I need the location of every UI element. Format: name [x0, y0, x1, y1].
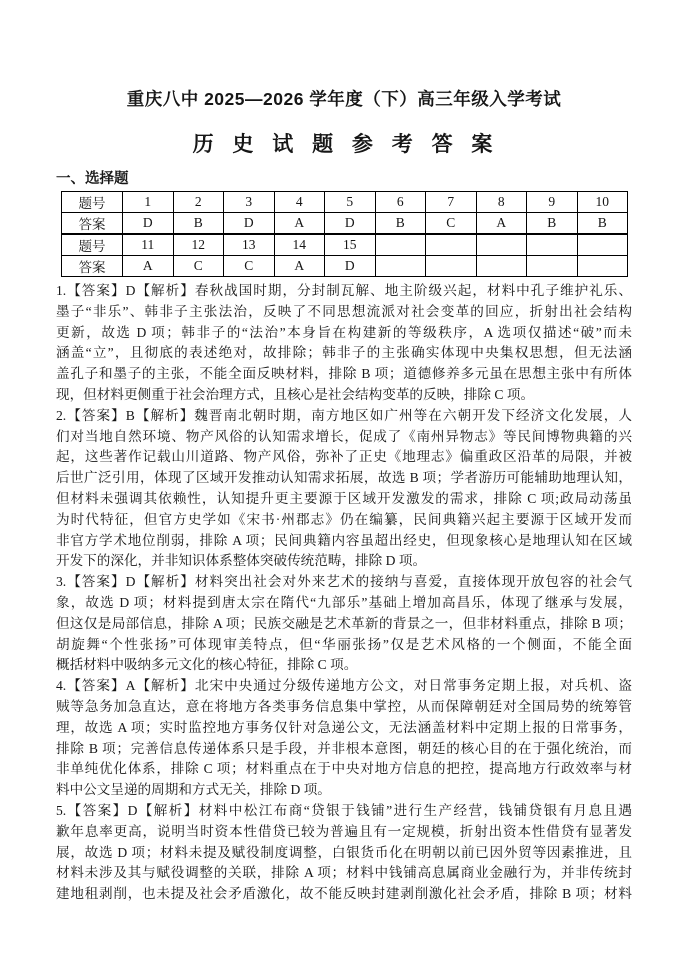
page-title: 重庆八中 2025—2026 学年度（下）高三年级入学考试 — [126, 89, 562, 109]
answer-table-cell: C — [426, 213, 477, 235]
explanation-line: 2.【答案】B【解析】魏晋南北朝时期，南方地区如广州等在六朝开发下经济文化发展，人 — [56, 407, 632, 423]
explanation-line: 歉年息率更高，说明当时资本性借贷已较为普遍且有一定规模，折射出资本性借贷有显著发 — [56, 823, 632, 839]
answer-table-cell: 5 — [325, 192, 376, 213]
explanation-paragraph — [56, 406, 632, 572]
explanation-line: 后世广泛引用，体现了区域开发推动认知需求拓展，故选 B 项；学者游历可能辅助地理认知， — [56, 470, 632, 486]
answer-table-cell: 12 — [173, 234, 224, 256]
answer-table-cell: 1 — [123, 192, 174, 213]
answer-table-row-header: 答案 — [62, 256, 123, 277]
explanation-line: 们对当地自然环境、物产风俗的认知需求增长，促成了《南州异物志》等民间博物典籍的兴 — [56, 428, 632, 444]
explanation-line: 盖孔子和墨子的主张，不能全面反映材料，排除 B 项；道德修养多元虽在思想主张中有所体 — [56, 366, 632, 382]
explanation-line: 理，故选 A 项；实时监控地方事务仅针对急递公文，无法涵盖材料中定期上报的日常事务， — [56, 719, 632, 735]
explanation-line: 起，这些著作记载山川道路、物产风俗，弥补了正史《地理志》偏重政区沿革的局限，并被 — [56, 449, 632, 465]
explanation-line: 现，但材料更侧重于社会治理方式，且核心是社会结构变革的反映，排除 C 项。 — [56, 386, 535, 402]
answer-table-row-header: 题号 — [62, 192, 123, 213]
answer-table-cell: A — [476, 213, 527, 235]
answer-table-cell: 15 — [325, 234, 376, 256]
answer-table-cell: 11 — [123, 234, 174, 256]
explanation-line: 展，故选 D 项；材料未提及赋役制度调整，白银货币化在明朝以前已因外贸等因素推进，且 — [56, 844, 632, 860]
explanation-line: 墨子“非乐”、韩非子主张法治，反映了不同思想流派对社会变革的回应，折射出社会结构 — [56, 303, 632, 319]
answer-table-cell — [476, 234, 527, 256]
answer-table-row — [62, 256, 628, 277]
answer-table-cell: B — [375, 213, 426, 235]
explanation-line: 涵盖“立”，且彻底的表述绝对，故排除；韩非子的主张确实体现中央集权思想，但无法涵 — [56, 345, 632, 361]
explanation-line: 贼等急务加急直达，意在将地方各类事务信息集中掌控，从而保障朝廷对全国局势的统筹管 — [56, 698, 632, 714]
answer-table-row — [62, 234, 628, 256]
answer-table-cell: 7 — [426, 192, 477, 213]
answer-table-cell: A — [274, 256, 325, 277]
answer-table-cell: A — [123, 256, 174, 277]
page-subtitle: 历 史 试 题 参 考 答 案 — [192, 133, 496, 156]
answer-table-cell: D — [123, 213, 174, 235]
answer-table-cell — [577, 234, 628, 256]
answer-table-cell — [375, 234, 426, 256]
explanation-line: 材料未涉及其与赋役调整的关联，排除 A 项；材料中钱铺高息属商业金融行为，并非传统封 — [56, 865, 632, 881]
answer-table-cell — [577, 256, 628, 277]
answer-table-cell: B — [577, 213, 628, 235]
explanation-line: 料中公文呈递的周期和方式无关，排除 D 项。 — [56, 782, 331, 798]
answer-table-cell: A — [274, 213, 325, 235]
answer-table-cell: 13 — [224, 234, 275, 256]
answer-table-cell — [426, 256, 477, 277]
answer-table-cell: C — [224, 256, 275, 277]
explanation-line: 非单纯优化体系，排除 C 项；材料重点在于中央对地方信息的把控，提高地方行政效率与材 — [56, 761, 632, 777]
answer-table-cell — [426, 234, 477, 256]
answer-table-row — [62, 213, 628, 235]
explanation-line: 非官方学术地位削弱，排除 A 项；民间典籍内容虽超出经史，但现象核心是地理认知在区域 — [56, 532, 632, 548]
answer-table-cell: B — [527, 213, 578, 235]
answer-table-cell: C — [173, 256, 224, 277]
explanation-line: 1.【答案】D【解析】春秋战国时期，分封制瓦解、地主阶级兴起，材料中孔子维护礼乐、 — [56, 283, 632, 298]
explanation-paragraph — [56, 676, 632, 801]
answer-table-cell: 14 — [274, 234, 325, 256]
answer-table-row-header: 题号 — [62, 234, 123, 256]
answer-table-cell: 3 — [224, 192, 275, 213]
answer-table-cell: 10 — [577, 192, 628, 213]
answer-table-cell: D — [325, 213, 376, 235]
explanation-line: 开发下的深化，并非知识体系整体突破传统范畴，排除 D 项。 — [56, 553, 427, 569]
answer-table-row — [62, 192, 628, 213]
explanation-line: 胡旋舞“个性张扬”可体现审美特点，但“华丽张扬”仅是艺术风格的一个侧面，不能全面 — [56, 636, 632, 652]
explanation-line: 建地租剥削，也未提及社会矛盾激化，故不能反映封建剥削激化社会矛盾，排除 B 项；材料 — [56, 886, 632, 902]
answer-table-cell — [527, 234, 578, 256]
answer-table-cell: D — [325, 256, 376, 277]
answer-table — [61, 191, 628, 277]
section-heading-multiple-choice: 一、选择题 — [56, 171, 129, 187]
explanation-line: 3.【答案】D【解析】材料突出社会对外来艺术的接纳与喜爱，直接体现开放包容的社会气 — [56, 574, 632, 590]
answer-table-cell — [375, 256, 426, 277]
answer-table-cell: 2 — [173, 192, 224, 213]
answer-table-cell — [476, 256, 527, 277]
answer-table-cell — [527, 256, 578, 277]
answer-table-row-header: 答案 — [62, 213, 123, 235]
explanation-line: 更新，故选 D 项；韩非子的“法治”本身旨在构建新的等级秩序，A 选项仅描述“破”而未 — [56, 324, 632, 340]
explanation-line: 4.【答案】A【解析】北宋中央通过分级传递地方公文，对日常事务定期上报，对兵机、盗 — [56, 678, 632, 694]
explanation-paragraph — [56, 572, 632, 676]
explanation-line: 5.【答案】D【解析】材料中松江布商“贷银于钱铺”进行生产经营，钱铺贷银有月息且遇 — [56, 802, 632, 818]
answer-table-cell: B — [173, 213, 224, 235]
answer-table-cell: D — [224, 213, 275, 235]
explanation-line: 排除 B 项；完善信息传递体系只是手段，并非根本意图，朝廷的核心目的在于强化统治，而 — [56, 740, 632, 756]
answer-table-cell: 9 — [527, 192, 578, 213]
answer-table-cell: 4 — [274, 192, 325, 213]
explanation-line: 为时代特征，但官方史学如《宋书·州郡志》仍在编纂，民间典籍兴起主要源于区域开发而 — [56, 511, 632, 527]
explanation-paragraph — [56, 281, 632, 406]
explanation-paragraph — [56, 801, 632, 905]
explanation-line: 象，故选 D 项；材料提到唐太宗在隋代“九部乐”基础上增加高昌乐，体现了继承与发展， — [56, 594, 632, 610]
answer-table-cell: 8 — [476, 192, 527, 213]
explanations-block — [56, 281, 632, 905]
explanation-line: 但材料未强调其依赖性，认知提升更主要源于区域开发激发的需求，排除 C 项;政局动荡虽 — [56, 490, 632, 506]
explanation-line: 概括材料中吸纳多元文化的核心特征，排除 C 项。 — [56, 657, 358, 673]
answer-table-cell: 6 — [375, 192, 426, 213]
explanation-line: 但这仅是局部信息，排除 A 项；民族交融是艺术革新的背景之一，但非材料重点，排除 B 项； — [56, 615, 632, 631]
